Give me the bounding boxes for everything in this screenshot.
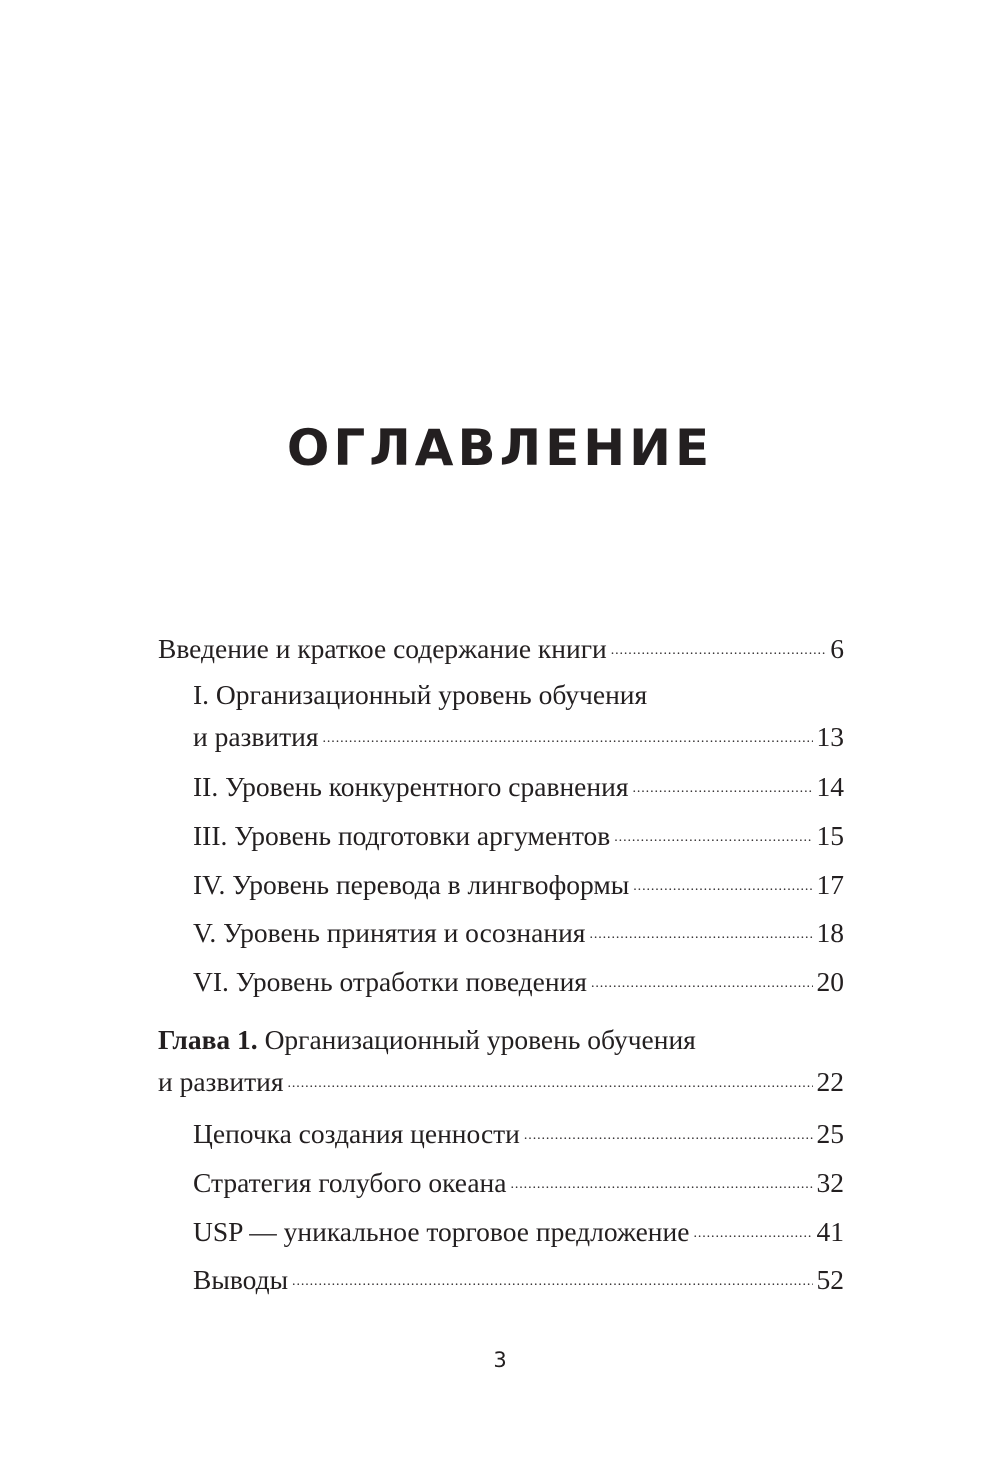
page-title: ОГЛАВЛЕНИЕ <box>286 419 714 477</box>
toc-entry-level-2[interactable] <box>193 762 844 804</box>
toc-entry-title: Цепочка создания ценности <box>193 1118 520 1149</box>
toc-entry-title: Выводы <box>193 1264 289 1295</box>
toc-entry-page: 32 <box>816 1167 844 1198</box>
dot-leader <box>323 712 813 746</box>
toc-entry-title: III. Уровень подготовки аргументов <box>193 820 611 851</box>
toc-entry-title-line1: Организационный уровень обучения <box>264 1024 696 1055</box>
dot-leader <box>288 1057 813 1091</box>
toc-entry-title-line1: I. Организационный уровень обучения <box>193 679 648 710</box>
dot-leader <box>633 860 812 894</box>
toc-entry-title: Стратегия голубого океана <box>193 1167 507 1198</box>
toc-entry-title: IV. Уровень перевода в лингвоформы <box>193 869 630 900</box>
toc-entry-level-6[interactable] <box>193 957 844 999</box>
toc-entry-blue-ocean[interactable] <box>193 1158 844 1200</box>
dot-leader <box>632 762 812 796</box>
chapter-label: Глава 1. <box>158 1024 258 1055</box>
toc-entry-title: VI. Уровень отработки поведения <box>193 966 587 997</box>
dot-leader <box>524 1109 813 1143</box>
page-number: 3 <box>493 1348 507 1372</box>
toc-entry-page: 15 <box>816 820 844 851</box>
toc-entry-page: 22 <box>816 1066 844 1097</box>
toc-entry-page: 18 <box>816 917 844 948</box>
toc-entry-page: 20 <box>816 966 844 997</box>
toc-entry-level-5[interactable] <box>193 908 844 950</box>
dot-leader <box>510 1158 812 1192</box>
toc-entry-page: 13 <box>816 721 844 752</box>
toc-entry-level-1[interactable] <box>193 678 844 754</box>
toc-entry-title: II. Уровень конкурентного сравнения <box>193 771 629 802</box>
toc-entry-page: 17 <box>816 869 844 900</box>
toc-entry-title: V. Уровень принятия и осознания <box>193 917 586 948</box>
toc-entry-page: 6 <box>830 633 844 664</box>
toc-entry-page: 14 <box>816 771 844 802</box>
toc-entry-conclusions[interactable] <box>193 1255 844 1297</box>
toc-entry-page: 25 <box>816 1118 844 1149</box>
toc-entry-title-line2: и развития <box>193 721 319 752</box>
dot-leader <box>614 811 812 845</box>
dot-leader <box>591 957 813 991</box>
toc-entry-chapter-1[interactable] <box>158 1023 844 1099</box>
toc-entry-level-3[interactable] <box>193 811 844 853</box>
dot-leader <box>611 624 827 658</box>
toc-entry-page: 52 <box>816 1264 844 1295</box>
toc-entry-title-line2: и развития <box>158 1066 284 1097</box>
toc-entry-title: Введение и краткое содержание книги <box>158 633 607 664</box>
toc-entry-value-chain[interactable] <box>193 1109 844 1151</box>
toc-entry-page: 41 <box>816 1216 844 1247</box>
dot-leader <box>589 908 812 942</box>
toc-entry-usp[interactable] <box>193 1207 844 1249</box>
toc-entry-intro[interactable] <box>158 624 844 666</box>
dot-leader <box>292 1255 812 1289</box>
toc-entry-title: USP — уникальное торговое предложение <box>193 1216 690 1247</box>
dot-leader <box>693 1207 812 1241</box>
toc-entry-level-4[interactable] <box>193 860 844 902</box>
